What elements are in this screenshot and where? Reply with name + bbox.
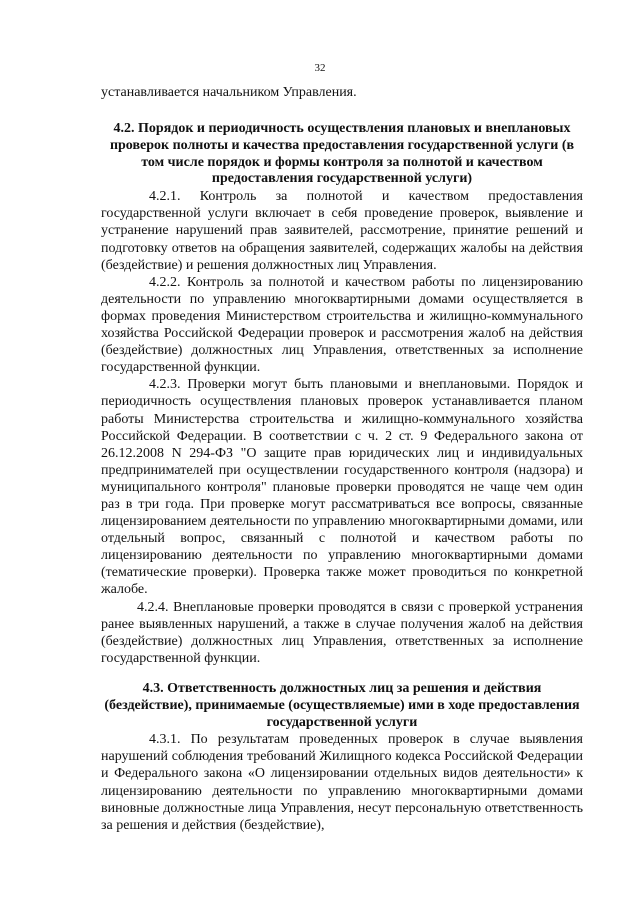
intro-line: устанавливается начальником Управления. bbox=[101, 85, 357, 100]
paragraph-4-2-1: 4.2.1. Контроль за полнотой и качеством предоставления государственной услуги включает в себя проведение проверок, выявление и устранение нарушений прав заявителей, рассмотрение, принятие решений и подготовку ответов на обращения заявителей, содержащих жалобы на действия (бездействие) и решения должностных лиц Управления. bbox=[101, 189, 583, 273]
page-number: 32 bbox=[314, 62, 326, 74]
spacer bbox=[101, 667, 583, 681]
paragraph-4-2-4: 4.2.4. Внеплановые проверки проводятся в связи с проверкой устранения ранее выявленных нарушений, а также в случае получения жалоб на действия (бездействие) должностных лиц Управления, ответственных за исполнение государственной функции. bbox=[101, 599, 583, 666]
paragraph-4-2-3: 4.2.3. Проверки могут быть плановыми и внеплановыми. Порядок и периодичность осуществления плановых проверок устанавливается планом работы Министерства строительства и жилищно-коммунального хозяйства Российской Федерации. В соответствии с ч. 2 ст. 9 Федерального закона от 26.12.2008 N 294-ФЗ "О защите прав юридических лиц и индивидуальных предпринимателей при осуществлении государственного контроля (надзора) и муниципального контроля" плановые проверки проводятся не чаще чем один раз в три года. При проверке могут рассматриваться все вопросы, связанные лицензированием деятельности по управлению многоквартирными домами, или отдельный вопрос, связанный с полнотой и качеством работы по лицензированию деятельности по управлению многоквартирными домами (тематические проверки). Проверка также может проводиться по конкретной жалобе. bbox=[101, 377, 583, 598]
section-4-2-heading: 4.2. Порядок и периодичность осуществления плановых и внеплановых проверок полноты и качества предоставления государственной услуги (в том числе порядок и формы контроля за полнотой и качеством предоставления государственной услуги) bbox=[109, 121, 575, 187]
paragraph-4-3-1: 4.3.1. По результатам проведенных проверок в случае выявления нарушений соблюдения требований Жилищного кодекса Российской Федерации и Федерального закона «О лицензировании отдельных видов деятельности» к лицензированию деятельности по управлению многоквартирными домами виновные должностные лица Управления, несут персональную ответственность за решения и действия (бездействие), bbox=[101, 732, 583, 833]
spacer bbox=[101, 101, 583, 121]
section-4-3-heading: 4.3. Ответственность должностных лиц за решения и действия (бездействие), принимаемые (осуществляемые) ими в ходе предоставления государственной услуги bbox=[104, 680, 580, 730]
document-body bbox=[101, 84, 583, 834]
paragraph-4-2-2: 4.2.2. Контроль за полнотой и качеством работы по лицензированию деятельности по управлению многоквартирными домами осуществляется в формах проведения Министерством строительства и жилищно-коммунального хозяйства Российской Федерации проверок и рассмотрения жалоб на действия (бездействие) должностных лиц Управления, ответственных за исполнение государственной функции. bbox=[101, 274, 583, 376]
